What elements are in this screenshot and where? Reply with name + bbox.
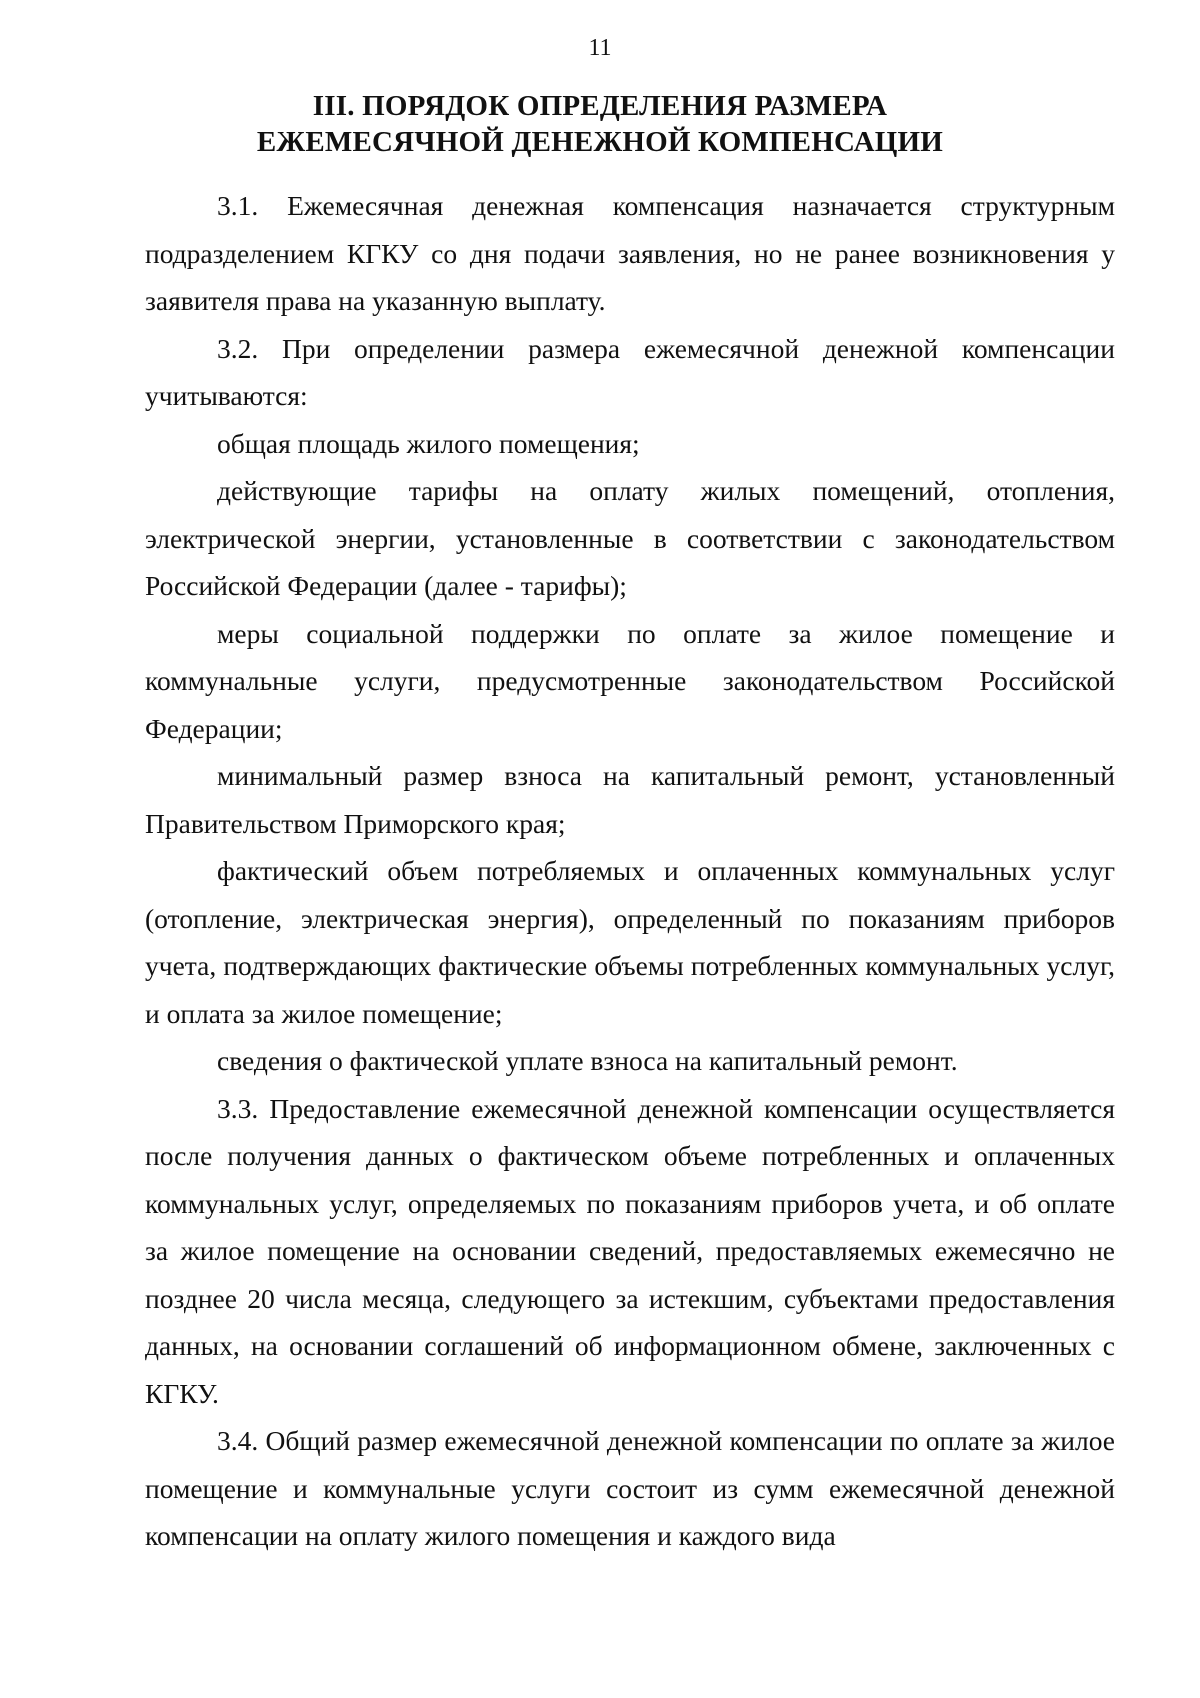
- document-body: [145, 182, 1115, 1560]
- paragraph-3-1: 3.1. Ежемесячная денежная компенсация назначается структурным подразделением КГКУ со дня подачи заявления, но не ранее возникновения у заявителя права на указанную выплату.: [145, 190, 1115, 316]
- list-item-tariffs: действующие тарифы на оплату жилых помещений, отопления, электрической энергии, установленные в соответствии с законодательством Российской Федерации (далее - тарифы);: [145, 475, 1115, 601]
- list-item-living-area: общая площадь жилого помещения;: [217, 427, 640, 459]
- list-item-actual-consumption: фактический объем потребляемых и оплаченных коммунальных услуг (отопление, электрическая энергия), определенный по показаниям приборов учета, подтверждающих фактические объемы потребленных коммунальных услуг, и оплата за жилое помещение;: [145, 855, 1115, 1029]
- paragraph-3-2: 3.2. При определении размера ежемесячной денежной компенсации учитываются:: [145, 332, 1115, 411]
- section-heading: [0, 88, 1200, 160]
- list-item-capital-repair-payment: сведения о фактической уплате взноса на капитальный ремонт.: [217, 1045, 958, 1076]
- paragraph-3-3: 3.3. Предоставление ежемесячной денежной компенсации осуществляется после получения данных о фактическом объеме потребленных и оплаченных коммунальных услуг, определяемых по показаниям приборов учета, и об оплате за жилое помещение на основании сведений, предоставляемых ежемесячно не позднее 20 числа месяца, следующего за истекшим, субъектами предоставления данных, на основании соглашений об информационном обмене, заключенных с КГКУ.: [145, 1092, 1115, 1409]
- list-item-capital-repair-minimum: минимальный размер взноса на капитальный ремонт, установленный Правительством Приморского края;: [145, 760, 1115, 839]
- list-item-social-support: меры социальной поддержки по оплате за жилое помещение и коммунальные услуги, предусмотренные законодательством Российской Федерации;: [145, 617, 1115, 744]
- section-heading-line-2: ЕЖЕМЕСЯЧНОЙ ДЕНЕЖНОЙ КОМПЕНСАЦИИ: [256, 126, 944, 158]
- section-heading-line-1: III. ПОРЯДОК ОПРЕДЕЛЕНИЯ РАЗМЕРА: [312, 90, 888, 122]
- paragraph-3-4: 3.4. Общий размер ежемесячной денежной компенсации по оплате за жилое помещение и коммунальные услуги состоит из сумм ежемесячной денежной компенсации на оплату жилого помещения и каждого вида: [145, 1425, 1115, 1551]
- page-number: 11: [588, 35, 612, 61]
